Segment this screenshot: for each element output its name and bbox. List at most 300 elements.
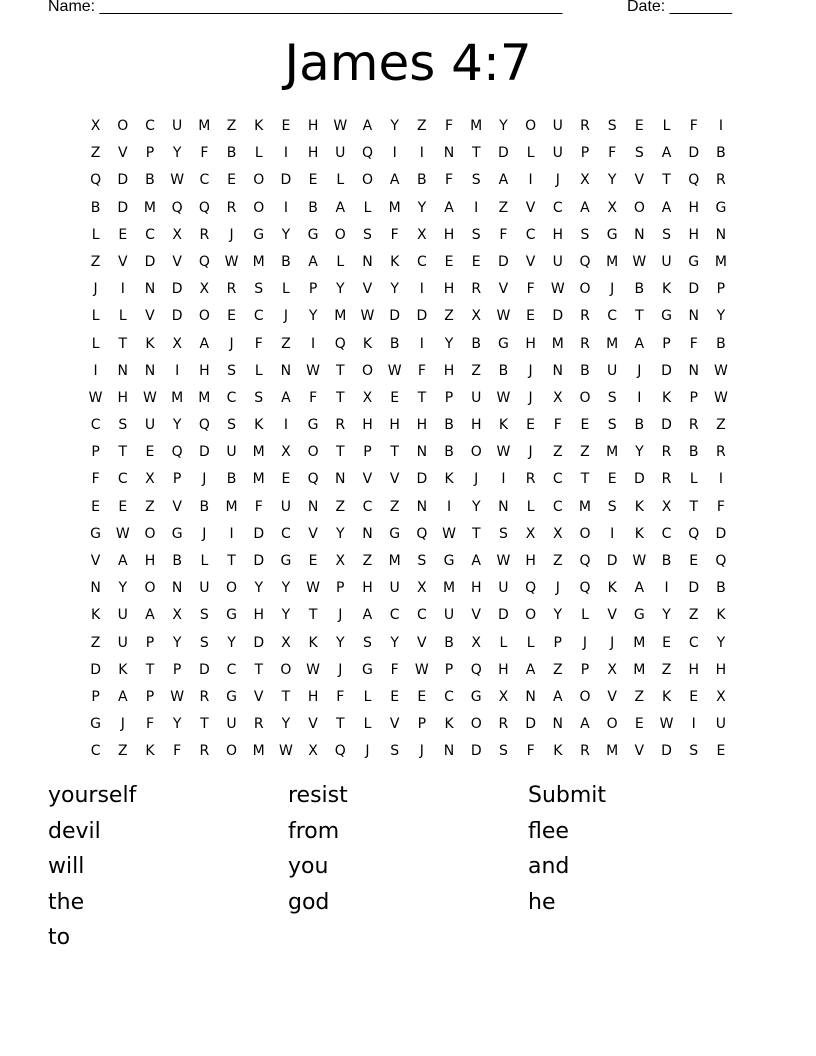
grid-letter: D: [606, 553, 618, 569]
grid-letter: R: [580, 335, 590, 352]
grid-letter: L: [581, 607, 589, 624]
grid-letter: R: [716, 172, 726, 189]
grid-letter: I: [528, 172, 533, 189]
grid-letter: K: [661, 281, 672, 298]
grid-letter: N: [634, 226, 645, 243]
grid-letter: T: [580, 471, 590, 488]
grid-letter: J: [283, 308, 288, 325]
grid-letter: H: [525, 553, 536, 569]
grid-letter: W: [496, 444, 511, 461]
grid-letter: D: [171, 281, 183, 298]
grid-letter: G: [171, 525, 183, 542]
grid-letter: Y: [390, 281, 399, 298]
grid-letter: G: [606, 226, 618, 243]
grid-letter: X: [580, 172, 590, 189]
grid-letter: J: [582, 634, 588, 651]
grid-letter: E: [145, 444, 155, 461]
grid-letter: N: [307, 498, 319, 515]
grid-letter: O: [361, 362, 373, 379]
grid-letter: K: [444, 716, 454, 733]
grid-letter: O: [470, 444, 482, 461]
grid-row: [82, 657, 735, 684]
grid-letter: A: [362, 607, 373, 624]
grid-letter: F: [91, 471, 100, 488]
grid-letter: T: [336, 362, 345, 379]
grid-letter: E: [580, 417, 590, 434]
grid-letter: F: [200, 145, 209, 162]
grid-letter: N: [688, 362, 699, 379]
grid-letter: E: [417, 688, 427, 705]
grid-letter: J: [365, 743, 370, 760]
grid-letter: B: [172, 553, 182, 569]
grid-letter: O: [307, 444, 319, 461]
grid-letter: U: [661, 253, 672, 270]
grid-letter: I: [419, 335, 424, 352]
grid-letter: F: [336, 688, 345, 705]
grid-letter: E: [526, 308, 536, 325]
grid-letter: C: [145, 118, 155, 134]
grid-letter: W: [414, 661, 429, 678]
grid-letter: Y: [227, 634, 236, 651]
grid-letter: C: [90, 417, 101, 434]
grid-letter: E: [227, 308, 236, 325]
grid-letter: T: [118, 335, 128, 352]
grid-letter: E: [281, 118, 291, 134]
grid-letter: F: [499, 226, 508, 243]
grid-letter: E: [390, 688, 400, 705]
grid-letter: N: [362, 253, 373, 270]
grid-letter: J: [202, 471, 207, 488]
grid-letter: W: [659, 716, 674, 733]
grid-letter: H: [307, 145, 319, 162]
grid-letter: Z: [226, 118, 237, 134]
grid-letter: S: [254, 389, 264, 406]
word-list-item: will: [48, 854, 85, 880]
grid-letter: S: [390, 743, 400, 760]
grid-letter: D: [661, 417, 672, 434]
grid-letter: C: [661, 525, 672, 542]
grid-letter: X: [471, 308, 482, 325]
grid-letter: C: [444, 688, 454, 705]
grid-letter: S: [363, 634, 372, 651]
grid-row: [82, 385, 735, 412]
grid-letter: O: [579, 389, 591, 406]
grid-letter: Q: [361, 145, 373, 162]
grid-letter: R: [199, 688, 210, 705]
grid-letter: Y: [172, 417, 182, 434]
grid-letter: T: [336, 716, 345, 733]
grid-letter: D: [498, 253, 509, 270]
grid-letter: V: [525, 253, 536, 270]
grid-letter: K: [91, 607, 101, 624]
grid-letter: L: [91, 308, 100, 325]
grid-letter: U: [226, 716, 237, 733]
grid-letter: Y: [553, 607, 563, 624]
grid-letter: O: [525, 118, 537, 134]
grid-letter: D: [198, 444, 210, 461]
grid-letter: S: [199, 607, 209, 624]
grid-letter: T: [336, 389, 345, 406]
grid-letter: N: [552, 716, 564, 733]
grid-letter: A: [281, 389, 291, 406]
grid-letter: X: [552, 389, 563, 406]
grid-letter: K: [254, 118, 264, 134]
grid-letter: A: [444, 199, 454, 216]
grid-letter: M: [606, 335, 619, 352]
grid-letter: V: [172, 498, 182, 515]
grid-letter: B: [688, 444, 699, 461]
grid-letter: C: [416, 253, 427, 270]
grid-letter: E: [662, 634, 671, 651]
grid-letter: P: [444, 389, 454, 406]
grid-letter: L: [91, 335, 100, 352]
grid-letter: O: [579, 688, 591, 705]
grid-letter: U: [335, 145, 346, 162]
grid-letter: H: [362, 580, 373, 597]
grid-letter: N: [552, 362, 564, 379]
grid-letter: D: [90, 661, 101, 678]
grid-letter: J: [120, 716, 125, 733]
grid-letter: G: [389, 525, 401, 542]
grid-letter: N: [144, 281, 156, 298]
grid-letter: V: [417, 634, 427, 651]
grid-letter: W: [550, 281, 565, 298]
grid-letter: R: [688, 417, 699, 434]
grid-letter: T: [200, 716, 209, 733]
grid-letter: Z: [661, 661, 672, 678]
grid-letter: S: [607, 118, 617, 134]
grid-letter: Y: [336, 634, 345, 651]
grid-letter: Q: [470, 661, 482, 678]
grid-letter: T: [390, 444, 399, 461]
grid-letter: J: [338, 607, 343, 624]
grid-letter: P: [336, 580, 345, 597]
grid-letter: F: [390, 226, 399, 243]
grid-letter: E: [471, 253, 481, 270]
word-list-item: Submit: [528, 783, 607, 808]
grid-letter: M: [252, 253, 265, 270]
grid-letter: C: [281, 525, 291, 542]
grid-row: [82, 303, 735, 330]
page-title: James 4:7: [284, 34, 532, 92]
grid-letter: U: [199, 580, 210, 597]
grid-letter: V: [308, 525, 318, 542]
grid-letter: N: [335, 471, 346, 488]
grid-letter: N: [416, 444, 428, 461]
grid-letter: B: [226, 145, 237, 162]
grid-letter: Z: [335, 498, 346, 515]
word-list-item: he: [528, 889, 556, 915]
grid-letter: R: [253, 716, 264, 733]
grid-letter: W: [224, 253, 239, 270]
grid-letter: Q: [198, 253, 210, 270]
grid-letter: E: [526, 417, 536, 434]
grid-letter: J: [637, 362, 642, 379]
grid-letter: O: [579, 525, 591, 542]
grid-letter: V: [253, 688, 264, 705]
grid-letter: O: [606, 716, 618, 733]
grid-letter: W: [306, 580, 321, 597]
grid-letter: U: [498, 580, 509, 597]
grid-letter: I: [610, 525, 615, 542]
grid-letter: A: [308, 253, 318, 270]
grid-letter: X: [199, 281, 210, 298]
grid-letter: N: [90, 580, 101, 597]
grid-letter: U: [607, 362, 618, 379]
grid-letter: F: [689, 118, 698, 134]
grid-letter: O: [579, 281, 591, 298]
grid-letter: N: [443, 145, 455, 162]
grid-letter: P: [308, 281, 318, 298]
grid-letter: V: [607, 688, 617, 705]
grid-letter: T: [308, 607, 318, 624]
grid-letter: X: [661, 498, 672, 515]
grid-letter: I: [283, 199, 288, 216]
grid-letter: D: [633, 471, 645, 488]
grid-letter: H: [552, 226, 564, 243]
grid-letter: X: [552, 525, 563, 542]
grid-letter: D: [144, 253, 156, 270]
grid-letter: I: [718, 118, 723, 134]
grid-letter: D: [715, 525, 727, 542]
grid-letter: X: [716, 688, 726, 705]
grid-letter: V: [389, 716, 400, 733]
grid-letter: R: [199, 743, 210, 760]
grid-letter: E: [634, 716, 644, 733]
word-list: [48, 778, 768, 956]
grid-letter: G: [90, 716, 102, 733]
grid-letter: I: [446, 498, 452, 515]
grid-letter: D: [498, 607, 509, 624]
grid-letter: B: [199, 498, 210, 515]
grid-letter: G: [661, 308, 672, 325]
grid-letter: G: [226, 688, 237, 705]
grid-letter: U: [280, 498, 292, 515]
grid-letter: S: [417, 553, 427, 569]
grid-letter: O: [361, 172, 373, 189]
grid-letter: F: [445, 118, 454, 134]
grid-letter: U: [117, 607, 128, 624]
grid-letter: Y: [635, 444, 644, 461]
grid-letter: D: [661, 362, 672, 379]
grid-letter: V: [172, 253, 182, 270]
grid-letter: U: [552, 253, 563, 270]
grid-letter: H: [117, 389, 129, 406]
grid-letter: Z: [281, 335, 291, 352]
grid-letter: D: [198, 661, 210, 678]
word-list-item: god: [288, 889, 330, 915]
grid-letter: X: [308, 743, 318, 760]
grid-letter: J: [338, 661, 343, 678]
grid-letter: L: [254, 362, 263, 379]
grid-letter: E: [118, 498, 128, 515]
grid-letter: B: [716, 580, 726, 597]
grid-letter: U: [389, 580, 400, 597]
grid-letter: L: [526, 145, 535, 162]
grid-letter: J: [474, 471, 479, 488]
grid-letter: I: [419, 281, 424, 298]
grid-letter: J: [229, 226, 234, 243]
grid-letter: C: [552, 498, 563, 515]
grid-letter: K: [118, 661, 128, 678]
grid-letter: E: [689, 553, 699, 569]
grid-letter: C: [552, 471, 563, 488]
grid-letter: W: [143, 389, 157, 406]
grid-letter: Z: [471, 362, 482, 379]
grid-letter: X: [498, 688, 509, 705]
grid-letter: R: [199, 226, 210, 243]
grid-letter: I: [501, 471, 506, 488]
grid-letter: A: [145, 607, 155, 624]
grid-letter: D: [688, 145, 700, 162]
grid-letter: C: [552, 199, 563, 216]
grid-letter: X: [281, 634, 291, 651]
grid-letter: Y: [281, 716, 291, 733]
grid-letter: R: [525, 471, 536, 488]
word-list-item: from: [288, 818, 340, 844]
grid-letter: L: [200, 553, 209, 569]
grid-letter: X: [417, 580, 427, 597]
grid-letter: B: [281, 253, 291, 270]
grid-letter: A: [362, 118, 373, 134]
grid-letter: D: [117, 199, 129, 216]
grid-letter: R: [498, 716, 509, 733]
grid-letter: P: [172, 471, 182, 488]
grid-letter: Y: [336, 525, 345, 542]
grid-letter: H: [688, 199, 699, 216]
grid-letter: A: [199, 335, 210, 352]
grid-letter: Q: [416, 525, 428, 542]
grid-letter: P: [145, 145, 155, 162]
grid-letter: H: [470, 417, 482, 434]
word-list-item: the: [48, 889, 85, 915]
word-list-item: yourself: [48, 783, 137, 808]
grid-letter: F: [309, 389, 318, 406]
grid-letter: V: [389, 471, 400, 488]
grid-letter: M: [470, 118, 483, 134]
grid-letter: W: [115, 525, 130, 542]
grid-letter: B: [716, 145, 726, 162]
grid-letter: S: [227, 362, 236, 379]
grid-letter: I: [229, 525, 234, 542]
grid-letter: O: [280, 661, 292, 678]
grid-letter: F: [553, 417, 562, 434]
grid-letter: Z: [90, 634, 101, 651]
grid-letter: S: [607, 498, 617, 515]
grid-letter: P: [553, 634, 562, 651]
grid-letter: I: [474, 199, 479, 216]
grid-letter: N: [362, 525, 373, 542]
grid-letter: L: [526, 498, 535, 515]
grid-letter: M: [198, 118, 211, 134]
grid-letter: M: [388, 553, 401, 569]
grid-letter: K: [553, 743, 563, 760]
grid-letter: O: [198, 308, 210, 325]
grid-letter: H: [199, 362, 210, 379]
grid-letter: J: [419, 743, 424, 760]
grid-letter: I: [392, 145, 397, 162]
grid-letter: I: [120, 281, 125, 298]
grid-letter: V: [634, 172, 645, 189]
grid-letter: X: [471, 634, 482, 651]
grid-letter: T: [254, 661, 263, 678]
grid-letter: G: [90, 525, 102, 542]
grid-letter: M: [606, 253, 619, 270]
grid-letter: P: [580, 145, 590, 162]
grid-letter: G: [226, 607, 237, 624]
grid-letter: X: [90, 118, 101, 134]
grid-letter: L: [662, 118, 671, 134]
grid-letter: C: [226, 661, 237, 678]
grid-letter: Z: [444, 308, 454, 325]
grid-letter: Y: [390, 634, 399, 651]
grid-letter: U: [172, 118, 183, 134]
grid-letter: R: [335, 417, 346, 434]
grid-letter: H: [307, 688, 319, 705]
grid-letter: P: [580, 661, 590, 678]
grid-letter: E: [634, 118, 644, 134]
grid-letter: S: [471, 226, 481, 243]
grid-letter: F: [445, 172, 454, 189]
grid-letter: F: [390, 661, 399, 678]
grid-letter: U: [144, 417, 156, 434]
grid-letter: K: [145, 335, 155, 352]
grid-letter: X: [172, 607, 182, 624]
grid-letter: S: [498, 743, 508, 760]
grid-letter: F: [254, 498, 263, 515]
grid-row: [82, 195, 735, 222]
grid-letter: Y: [172, 145, 182, 162]
grid-letter: I: [691, 716, 696, 733]
grid-letter: Q: [334, 743, 346, 760]
grid-letter: P: [91, 444, 100, 461]
grid-row: [82, 494, 735, 521]
grid-letter: A: [634, 335, 645, 352]
grid-letter: Z: [117, 743, 128, 760]
grid-letter: E: [689, 688, 699, 705]
grid-letter: V: [607, 607, 617, 624]
grid-letter: B: [580, 362, 590, 379]
grid-letter: S: [607, 417, 617, 434]
grid-letter: E: [281, 471, 291, 488]
grid-letter: R: [580, 743, 590, 760]
grid-letter: U: [552, 118, 563, 134]
grid-letter: E: [716, 743, 726, 760]
grid-letter: H: [443, 362, 455, 379]
grid-letter: X: [362, 389, 373, 406]
grid-letter: L: [282, 281, 290, 298]
grid-letter: D: [470, 743, 482, 760]
grid-letter: C: [199, 172, 210, 189]
grid-letter: M: [143, 199, 157, 216]
grid-letter: N: [498, 498, 509, 515]
grid-letter: W: [360, 308, 375, 325]
grid-letter: Q: [579, 553, 591, 569]
grid-letter: U: [471, 389, 482, 406]
grid-letter: F: [145, 716, 154, 733]
grid-letter: K: [362, 335, 373, 352]
grid-letter: G: [497, 335, 509, 352]
grid-letter: K: [716, 607, 726, 624]
grid-letter: P: [145, 688, 155, 705]
grid-letter: H: [389, 417, 400, 434]
grid-letter: T: [689, 498, 698, 515]
grid-row: [82, 113, 735, 140]
grid-letter: W: [496, 308, 511, 325]
grid-letter: D: [688, 580, 700, 597]
grid-letter: Y: [390, 118, 399, 134]
grid-letter: I: [637, 389, 642, 406]
